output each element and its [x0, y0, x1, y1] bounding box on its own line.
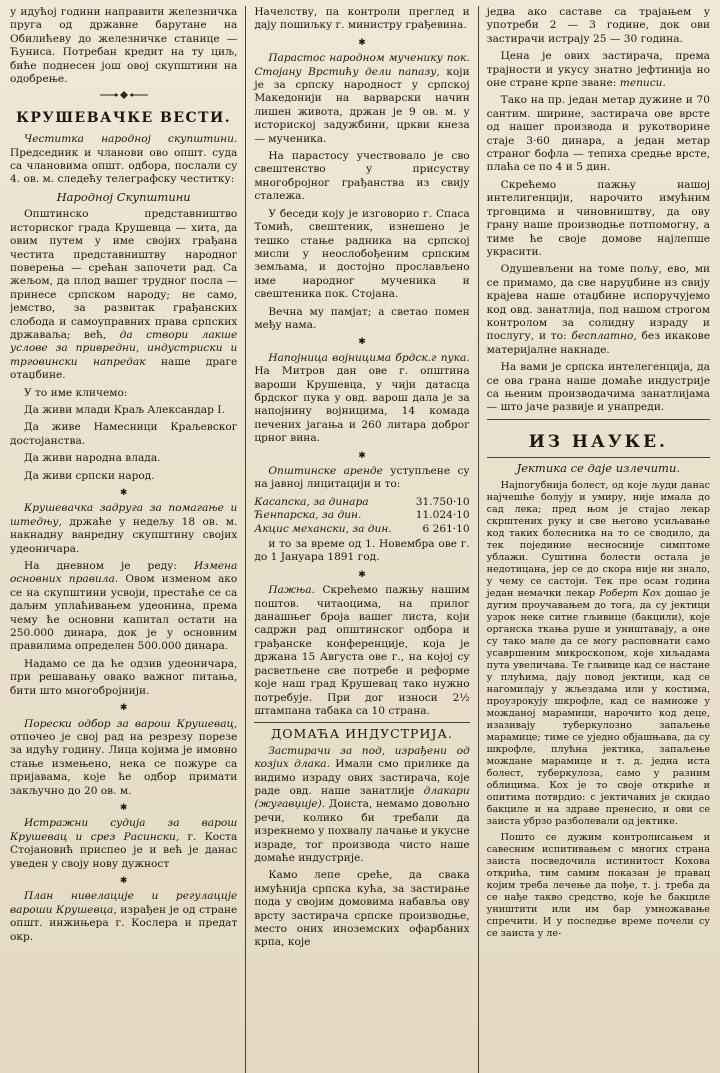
free-italic: бесплатно, [571, 330, 637, 343]
science-paragraph [487, 480, 710, 828]
star-separator-icon: ✱ [358, 337, 366, 348]
greeting-lead: Честитка народној скупштини. [24, 133, 238, 146]
star-separator-icon: ✱ [119, 488, 128, 498]
memorial-paragraph [254, 52, 469, 146]
price-paragraph [487, 50, 710, 90]
science-text: Најпогубнија болест, од које људи данас најчешће болују и умиру, није имала до сад лека; пред њом је стајао лекар скрштених руку и све његово усиљавање код таких болесника на то се сводило, да тек појединие несносније симптоме ублажи. Суштина болести остала је недотицана, јер се до скора није ни знало, у чему се састоји. Тек пре осам година један немачки лекар [486, 479, 710, 599]
science-paragraph-2: Пошто се дужим контролисањем и савесним испитивањем с многих страна заиста посведочила истинитост Кохова открића, тим самим показан је правац којим треба лечење да пође, т. ј. треба да се нађе такво средство, које ће бакциле уништити или им бар умножавање спречити. И у последње време почели су се заиста у ле- [486, 831, 710, 939]
tax-lead: Порески одбор за варош Крушевац, [24, 717, 238, 730]
column-2 [246, 6, 477, 1073]
lease-item-name: Ћенпарска, за дин. [254, 509, 362, 522]
telegram-addressee: Народној Скупштини [56, 189, 191, 204]
notice-lead: Пажња. [268, 584, 315, 597]
notice-body: Скрећемо пажњу нашим поштов. читаоцима, на прилог данашњег броја вашег листа, који садржи рад општинског одбора и грађанске конференције, која је држана 15 Августа ове г., на којој су расветљене све потребе и реформе које наш град Крушевац тако нужно потребује. При дог износи 2½ штампана табака са 10 страна. [254, 584, 470, 717]
hope-paragraph: Надамо се да ће одзив удеоничара, при решавању овако важног питања, бити што многобројнији. [10, 657, 238, 697]
cheer-line-1: Да живи млади Краљ Александар I. [24, 403, 225, 416]
exclaim-line: У то име кличемо: [24, 386, 128, 399]
notice-paragraph [254, 584, 469, 718]
greeting-body: Председник и чланови ово општ. суда са члановима општ. одбора, послали су 4. ов. м. следећу телеграфску честитку: [10, 146, 238, 186]
telegram-end: наше драге отаџбине. [10, 355, 238, 382]
science-subtitle: Јектика се даје излечити. [516, 461, 681, 476]
tip-body: На Митров дан ове г. општина вароши Крушевца, у чији датасца брдског пука у овд. варош дала је за напојнину војницима, 14 комада печених јагања и 260 литара доброг црног вина. [254, 365, 470, 445]
agenda-body: Овом изменом ако се на скупштини усвоји, престаће се са даљим уплаћивањем удеонина, према чему ће основни капитал остати на 250.000 динара, док је у основним правилима определен 500.000 динара. [10, 573, 238, 653]
lease-item-name: Акцис механски, за дин. [254, 522, 392, 535]
cheer-line-4: Да живи српски народ. [24, 469, 155, 482]
plan-body: израђен је од стране општ. инжињера г. Кослера и предат окр. [10, 903, 238, 943]
industry-paragraph-2: Камо лепе среће, да свака имућнија српска кућа, за застирање пода у својим домовима набавља ову врсту застирача српске производње, место оних иноземских офарбаних крпа, које [254, 869, 470, 949]
agenda-paragraph [10, 560, 237, 654]
lease-lead: Општинске аренде [268, 465, 383, 477]
memorial-paragraph-2: На парастосу учествовало је сво свештенство у присуству многобројног грађанства из свију сталежа. [254, 150, 470, 203]
horizontal-rule [254, 722, 469, 723]
tip-paragraph [254, 352, 469, 446]
lease-table [254, 496, 469, 536]
horizontal-rule [487, 419, 710, 420]
free-end: без икакове материјалне накнаде. [486, 330, 710, 356]
appeal-paragraph: Скрећемо пажњу нашој интелигенцији, нарочито имућним трговцима и чиновништву, да ову грану наше производње потпомогну, а тиме ће своје домове најлепше украсити. [486, 178, 710, 258]
section-title-home-industry: ДОМАЋА ИНДУСТРИЈА. [271, 726, 453, 742]
price-text: Цена је ових застирача, према трајности и укусу знатно јефтинија но оне стране крпе зване: [486, 50, 710, 90]
industry-lead: Застирачи за под, израђени од козјих длака. [254, 744, 470, 771]
cheer-line-3: Да живи народна влада. [24, 452, 161, 465]
industry-italic: длакари (жугавџије). [254, 784, 470, 811]
ornament-divider-icon [10, 90, 237, 103]
section-title-from-science: ИЗ НАУКЕ. [528, 431, 668, 452]
agenda-lead: На дневном је реду: [24, 560, 177, 573]
table-row [254, 496, 469, 509]
intro-paragraph: у идућој години направити железничка пруга од државне барутане на Обилићеву до железничке станице — Ћуниса. Потребан кредит на ту циљ, биће поднесен још овој скупштини на одобрење. [10, 6, 238, 86]
agenda-italic: Измена основних правила. [10, 560, 238, 586]
industry-paragraph [254, 745, 469, 866]
science-text-2: дошао је дугим проучавањем до тога, да су јектици узрок неке ситне гљивице (бакцили), које органска ткања руше и уништавају, а оне су тако мале да се могу расповнати само усавршеним микроскопом, које хиљадама пута увеличава. Те гљивице кад се настане у плућима, дају повод јектици, кад се нагомилају у жљездама или у костима, проузрокују шкрофле, кад се намноже у можданој марамици, нарочито код деце, изазивају туберкулозно запаљење марамице; тиме се уједно објашњава, да су шкрофле, плућна јектика, запаљење мождане марамице и т. д. једна иста болест, туберкулоза, само у разним облицима. Кох је то своје откриће и опитима потврдио: с јектичавих је скидао бакциле и на здраве пренесио, и ови се заиста убрзо разболевали од јектике. [486, 587, 710, 827]
column-1 [10, 6, 245, 1073]
table-row [254, 509, 469, 522]
lease-body: уступљене су на јавној лицитацији и то: [254, 465, 470, 491]
star-separator-icon: ✱ [358, 450, 366, 461]
star-separator-icon: ✱ [358, 569, 366, 580]
section-title-krusevac-news: КРУШЕВАЧКЕ ВЕСТИ. [16, 109, 232, 126]
price-italic: теписи. [619, 77, 666, 90]
industry-body: Имали смо прилике да видимо израду ових застирача, које раде овд. наше занатлије [254, 758, 470, 797]
greeting-paragraph [10, 133, 237, 187]
lease-item-name: Касапска, за динара [254, 495, 369, 508]
telegram-paragraph [10, 208, 237, 382]
zadruga-paragraph [10, 502, 237, 556]
tax-paragraph [10, 718, 237, 798]
telegram-text: Општинско представништво историског града Крушевца — хита, да овим путем у име својих грађана честита представништву народног поверења — срећан започети рад. Са жељом, да плод вашег трудног посла — принесе српском народу; не само, јемство, за развитак грађанских слобода и самоуправних права српских државаља; већ, [10, 208, 238, 341]
meter-paragraph: Тако на пр. један метар дужине и 70 сантим. ширине, застирача ове врсте од нашег производа и рукотворине стаје 3·60 динара, а један метар страног бофла — тепиха средње врсте, плаћа се по 4 и 5 дин. [486, 94, 710, 174]
telegram-italic: да створи лакше услове за привредни, индустриски и трговински напредак [10, 328, 238, 368]
continuation-paragraph: Начелству, па контроли преглед и дају пошиљку г. министру грађевина. [254, 6, 470, 32]
judge-lead: Истражни судија за варош Крушевац и срез Расински, [10, 817, 238, 843]
star-separator-icon: ✱ [119, 875, 128, 886]
memorial-body: који је за српску народност у српској Македонији на варварски начин лишен живота, држан је 9 ов. м. у историској задужбини, цркви кнеза — мученика. [254, 65, 470, 145]
memorial-lead: Парастос народном мученику пок. Стојану Врстићу дели папазу, [254, 52, 470, 78]
final-paragraph: На вами је српска интелегенција, да се ова грана наше домаће индустрије са њеним производачима занатлијама — што јаче развије и унапреди. [486, 361, 710, 414]
lease-item-amount: 31.750·10 [415, 495, 470, 508]
science-italic: Роберт Кох [599, 587, 661, 599]
zadruga-lead: Крушевачка задруга за помагање и штедњу, [10, 502, 238, 528]
memory-line: Вечна му памјат; а светао помен међу нама. [254, 305, 470, 331]
zadruga-body: држаће у недељу 18 ов. м. накнадну ванредну скупштину својих удеоничара. [10, 515, 238, 555]
speech-paragraph: У беседи коју је изговорио г. Спаса Томић, свештеник, изнешено је тешко стање радника на српској мисли у неослобођеним српским земљама, и достојно прослављено име народног мученика и свештеника пок. Стојана. [254, 207, 470, 301]
judge-body: г. Коста Стојановић приспео је и већ је данас уведен у своју нову дужност [10, 830, 238, 870]
encouraged-paragraph [487, 263, 710, 357]
judge-paragraph [10, 817, 237, 871]
star-separator-icon: ✱ [358, 37, 366, 48]
star-separator-icon: ✱ [119, 802, 128, 813]
tip-lead: Напојница војницима брдск.г пука. [268, 351, 470, 364]
table-row [254, 523, 469, 536]
encouraged-text: Одушевљени на томе пољу, ево, ми се примамо, да све наруџбине из свију крајева наше отаџбине испоручујемо код овд. занатлија, под нашом строгом контролом за солидну израду и послугу, и то: [486, 263, 710, 343]
star-separator-icon: ✱ [119, 703, 128, 714]
horizontal-rule [487, 457, 710, 458]
lease-item-amount: 11.024·10 [415, 509, 470, 522]
cheer-line-2: Да живе Намесници Краљевског достојанства. [10, 421, 238, 447]
lease-item-amount: 6 261·10 [422, 522, 470, 535]
column-3 [479, 6, 710, 1073]
lease-end-paragraph: и то за време од 1. Новембра ове г. до 1 Јануара 1891 год. [254, 538, 470, 564]
tax-body: отпочео је свој рад на резрезу порезе за идућу годину. Лица којима је имовно стање измењено, нека се пожуре са пријавама, које ће одбор примати закључно до 20 ов. м. [10, 730, 238, 797]
industry-body-2: Доиста, немамо довољно речи, колико би требали да изрекнемо у похвалу лачање и укусне израде, тог производа чисто наше домаће индустрије. [254, 798, 470, 864]
carpet-continuation: једва ако саставе са трајањем у употреби 2 — 3 године, док ови застирачи истрају 25 — 30 година. [486, 6, 710, 45]
plan-paragraph [10, 890, 237, 944]
plan-lead: План нивелације и регулације вароши Крушевца, [10, 890, 238, 916]
lease-paragraph [254, 465, 469, 492]
